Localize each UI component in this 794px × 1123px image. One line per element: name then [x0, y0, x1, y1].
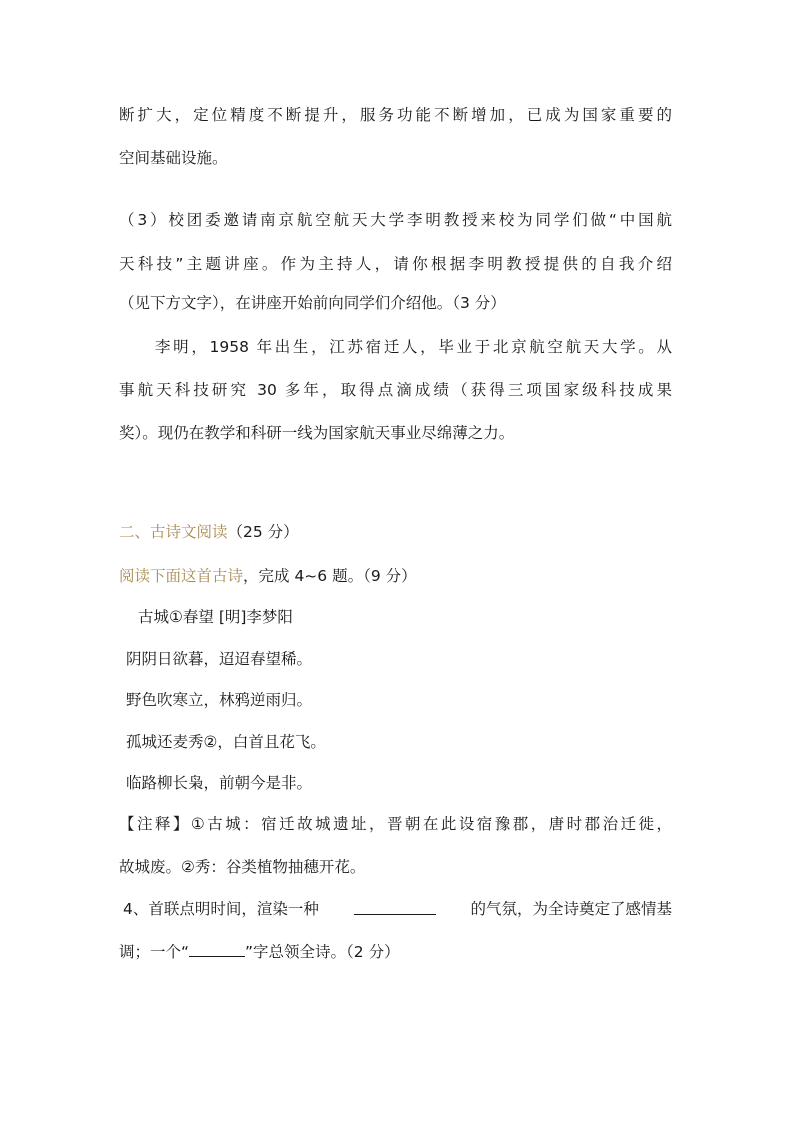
question-4-line-2: [119, 941, 400, 962]
question-4-part-3: 调；一个“: [119, 943, 190, 961]
question-4-line-1: [123, 899, 672, 919]
answer-blank-atmosphere[interactable]: [354, 899, 436, 915]
poem-line-1: 阴阴日欲暮，迢迢春望稀。: [126, 650, 313, 668]
instruction-highlight: 阅读下面这首古诗: [119, 567, 244, 585]
question-3-line-3: （见下方文字），在讲座开始前向同学们介绍他。（3 分）: [119, 294, 506, 312]
question-4-part-1: 4、首联点明时间，渲染一种: [123, 900, 319, 918]
intro-line-2: 空间基础设施。: [119, 149, 228, 167]
section-2-heading: [119, 522, 299, 542]
section-2-score: （25 分）: [227, 523, 299, 541]
question-4-part-2: 的气氛，为全诗奠定了感情基: [470, 900, 672, 918]
poem-line-2: 野色吹寒立，林鸦逆雨归。: [126, 691, 313, 709]
notes-line-1: 【注释】①古城：宿迁故城遗址，晋朝在此设宿豫郡，唐时郡治迁徙，: [119, 815, 672, 833]
bio-line-2: 事航天科技研究 30 多年，取得点滴成绩（获得三项国家级科技成果: [119, 381, 672, 399]
poem-line-3: 孤城还麦秀②，白首且花飞。: [126, 733, 326, 751]
bio-line-3: 奖）。现仍在教学和科研一线为国家航天事业尽绵薄之力。: [119, 424, 515, 442]
bio-line-1: 李明，1958 年出生，江苏宿迁人，毕业于北京航空航天大学。从: [155, 338, 672, 356]
intro-line-1: 断扩大，定位精度不断提升，服务功能不断增加，已成为国家重要的: [119, 106, 672, 124]
question-3-line-2: 天科技”主题讲座。作为主持人，请你根据李明教授提供的自我介绍: [119, 255, 672, 273]
section-2-instruction: [119, 566, 417, 586]
section-2-title: 二、古诗文阅读: [119, 523, 228, 541]
question-3-line-1: （3）校团委邀请南京航空航天大学李明教授来校为同学们做“中国航: [119, 211, 672, 229]
question-4-part-4: ”字总领全诗。（2 分）: [245, 943, 400, 961]
poem-line-4: 临路柳长枭，前朝今是非。: [126, 774, 313, 792]
instruction-rest: ，完成 4~6 题。（9 分）: [243, 567, 417, 585]
notes-line-2: 故城废。②秀：谷类植物抽穗开花。: [119, 858, 366, 876]
poem-title: 古城①春望 [明]李梦阳: [138, 608, 293, 626]
answer-blank-key-word[interactable]: [189, 941, 245, 957]
